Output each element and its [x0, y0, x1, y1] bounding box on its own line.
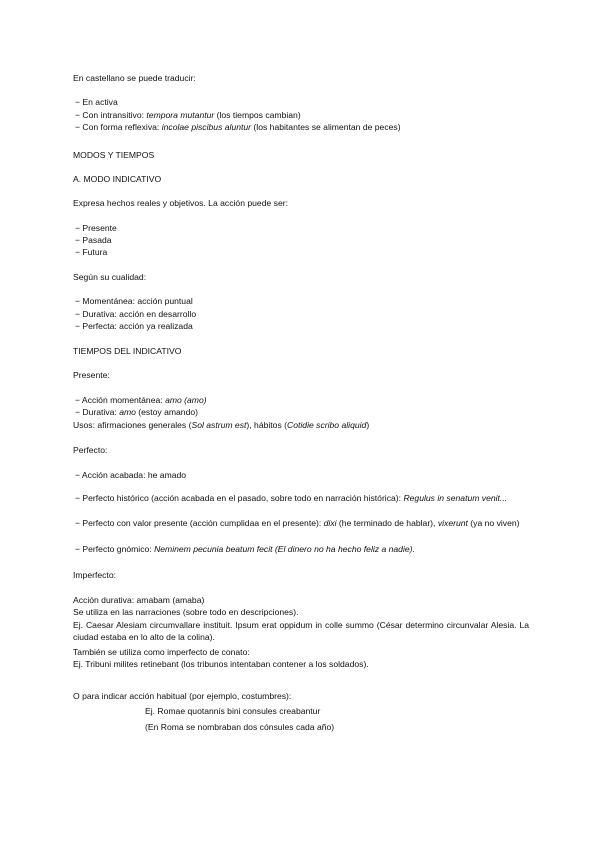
- imperfect-durative: Acción durativa: amabam (amaba): [73, 595, 205, 605]
- intro-item-reflexive: − Con forma reflexiva: incolae piscibus aluntur (los habitantes se alimentan de peces): [75, 122, 401, 132]
- intro-item-intransitive: − Con intransitivo: tempora mutantur (los tiempos cambian): [75, 110, 301, 120]
- imperfect-example-caesar: Ej. Caesar Alesiam circumvallare instituit. Ipsum erat oppidum in colle summo (César determino circunvalar Alesia. La ciudad estaba en lo alto de la colina).: [73, 620, 529, 642]
- present-uses: Usos: afirmaciones generales (Sol astrum est), hábitos (Cotidie scribo aliquid): [73, 420, 370, 430]
- list-item: − Durativa: acción en desarrollo: [75, 309, 197, 319]
- perfect-heading: Perfecto:: [73, 445, 108, 455]
- list-item: − Momentánea: acción puntual: [75, 296, 193, 306]
- present-momentary: − Acción momentánea: amo (amo): [75, 395, 207, 405]
- present-heading: Presente:: [73, 370, 110, 380]
- list-item: − Futura: [75, 247, 108, 257]
- present-durative: − Durativa: amo (estoy amando): [75, 407, 199, 417]
- list-item: − Perfecta: acción ya realizada: [75, 321, 193, 331]
- perfect-historic: − Perfecto histórico (acción acabada en el pasado, sobre todo en narración histórica): Regulus in senatum venit...: [75, 493, 508, 503]
- imperfect-example-translation: (En Roma se nombraban dos cónsules cada año): [145, 722, 335, 732]
- section-heading-indicative: A. MODO INDICATIVO: [73, 174, 162, 184]
- intro-item-active: − En activa: [75, 97, 118, 107]
- quality-heading: Según su cualidad:: [73, 272, 147, 282]
- perfect-completed: − Acción acabada: he amado: [75, 470, 187, 480]
- imperfect-example-romae: Ej. Romae quotannis bini consules creabantur: [145, 706, 321, 716]
- intro-heading: En castellano se puede traducir:: [73, 73, 196, 83]
- imperfect-example-tribuni: Ej. Tribuni milites retinebant (los tribunos intentaban contener a los soldados).: [73, 659, 369, 669]
- section-heading-modes: MODOS Y TIEMPOS: [73, 150, 155, 160]
- imperfect-habitual: O para indicar acción habitual (por ejemplo, costumbres):: [73, 691, 292, 701]
- indicative-lead: Expresa hechos reales y objetivos. La acción puede ser:: [73, 198, 288, 208]
- perfect-present-value: − Perfecto con valor presente (acción cumplidaa en el presente): dixi (he terminado de hablar), vixerunt (ya no viven): [75, 518, 520, 528]
- section-heading-tenses: TIEMPOS DEL INDICATIVO: [73, 346, 182, 356]
- imperfect-conatus: También se utiliza como imperfecto de conato:: [73, 647, 250, 657]
- imperfect-heading: Imperfecto:: [73, 570, 116, 580]
- list-item: − Pasada: [75, 235, 112, 245]
- imperfect-narrations: Se utiliza en las narraciones (sobre todo en descripciones).: [73, 607, 299, 617]
- perfect-gnomic: − Perfecto gnómico: Neminem pecunia beatum fecit (El dinero no ha hecho feliz a nadie).: [75, 544, 415, 554]
- list-item: − Presente: [75, 223, 117, 233]
